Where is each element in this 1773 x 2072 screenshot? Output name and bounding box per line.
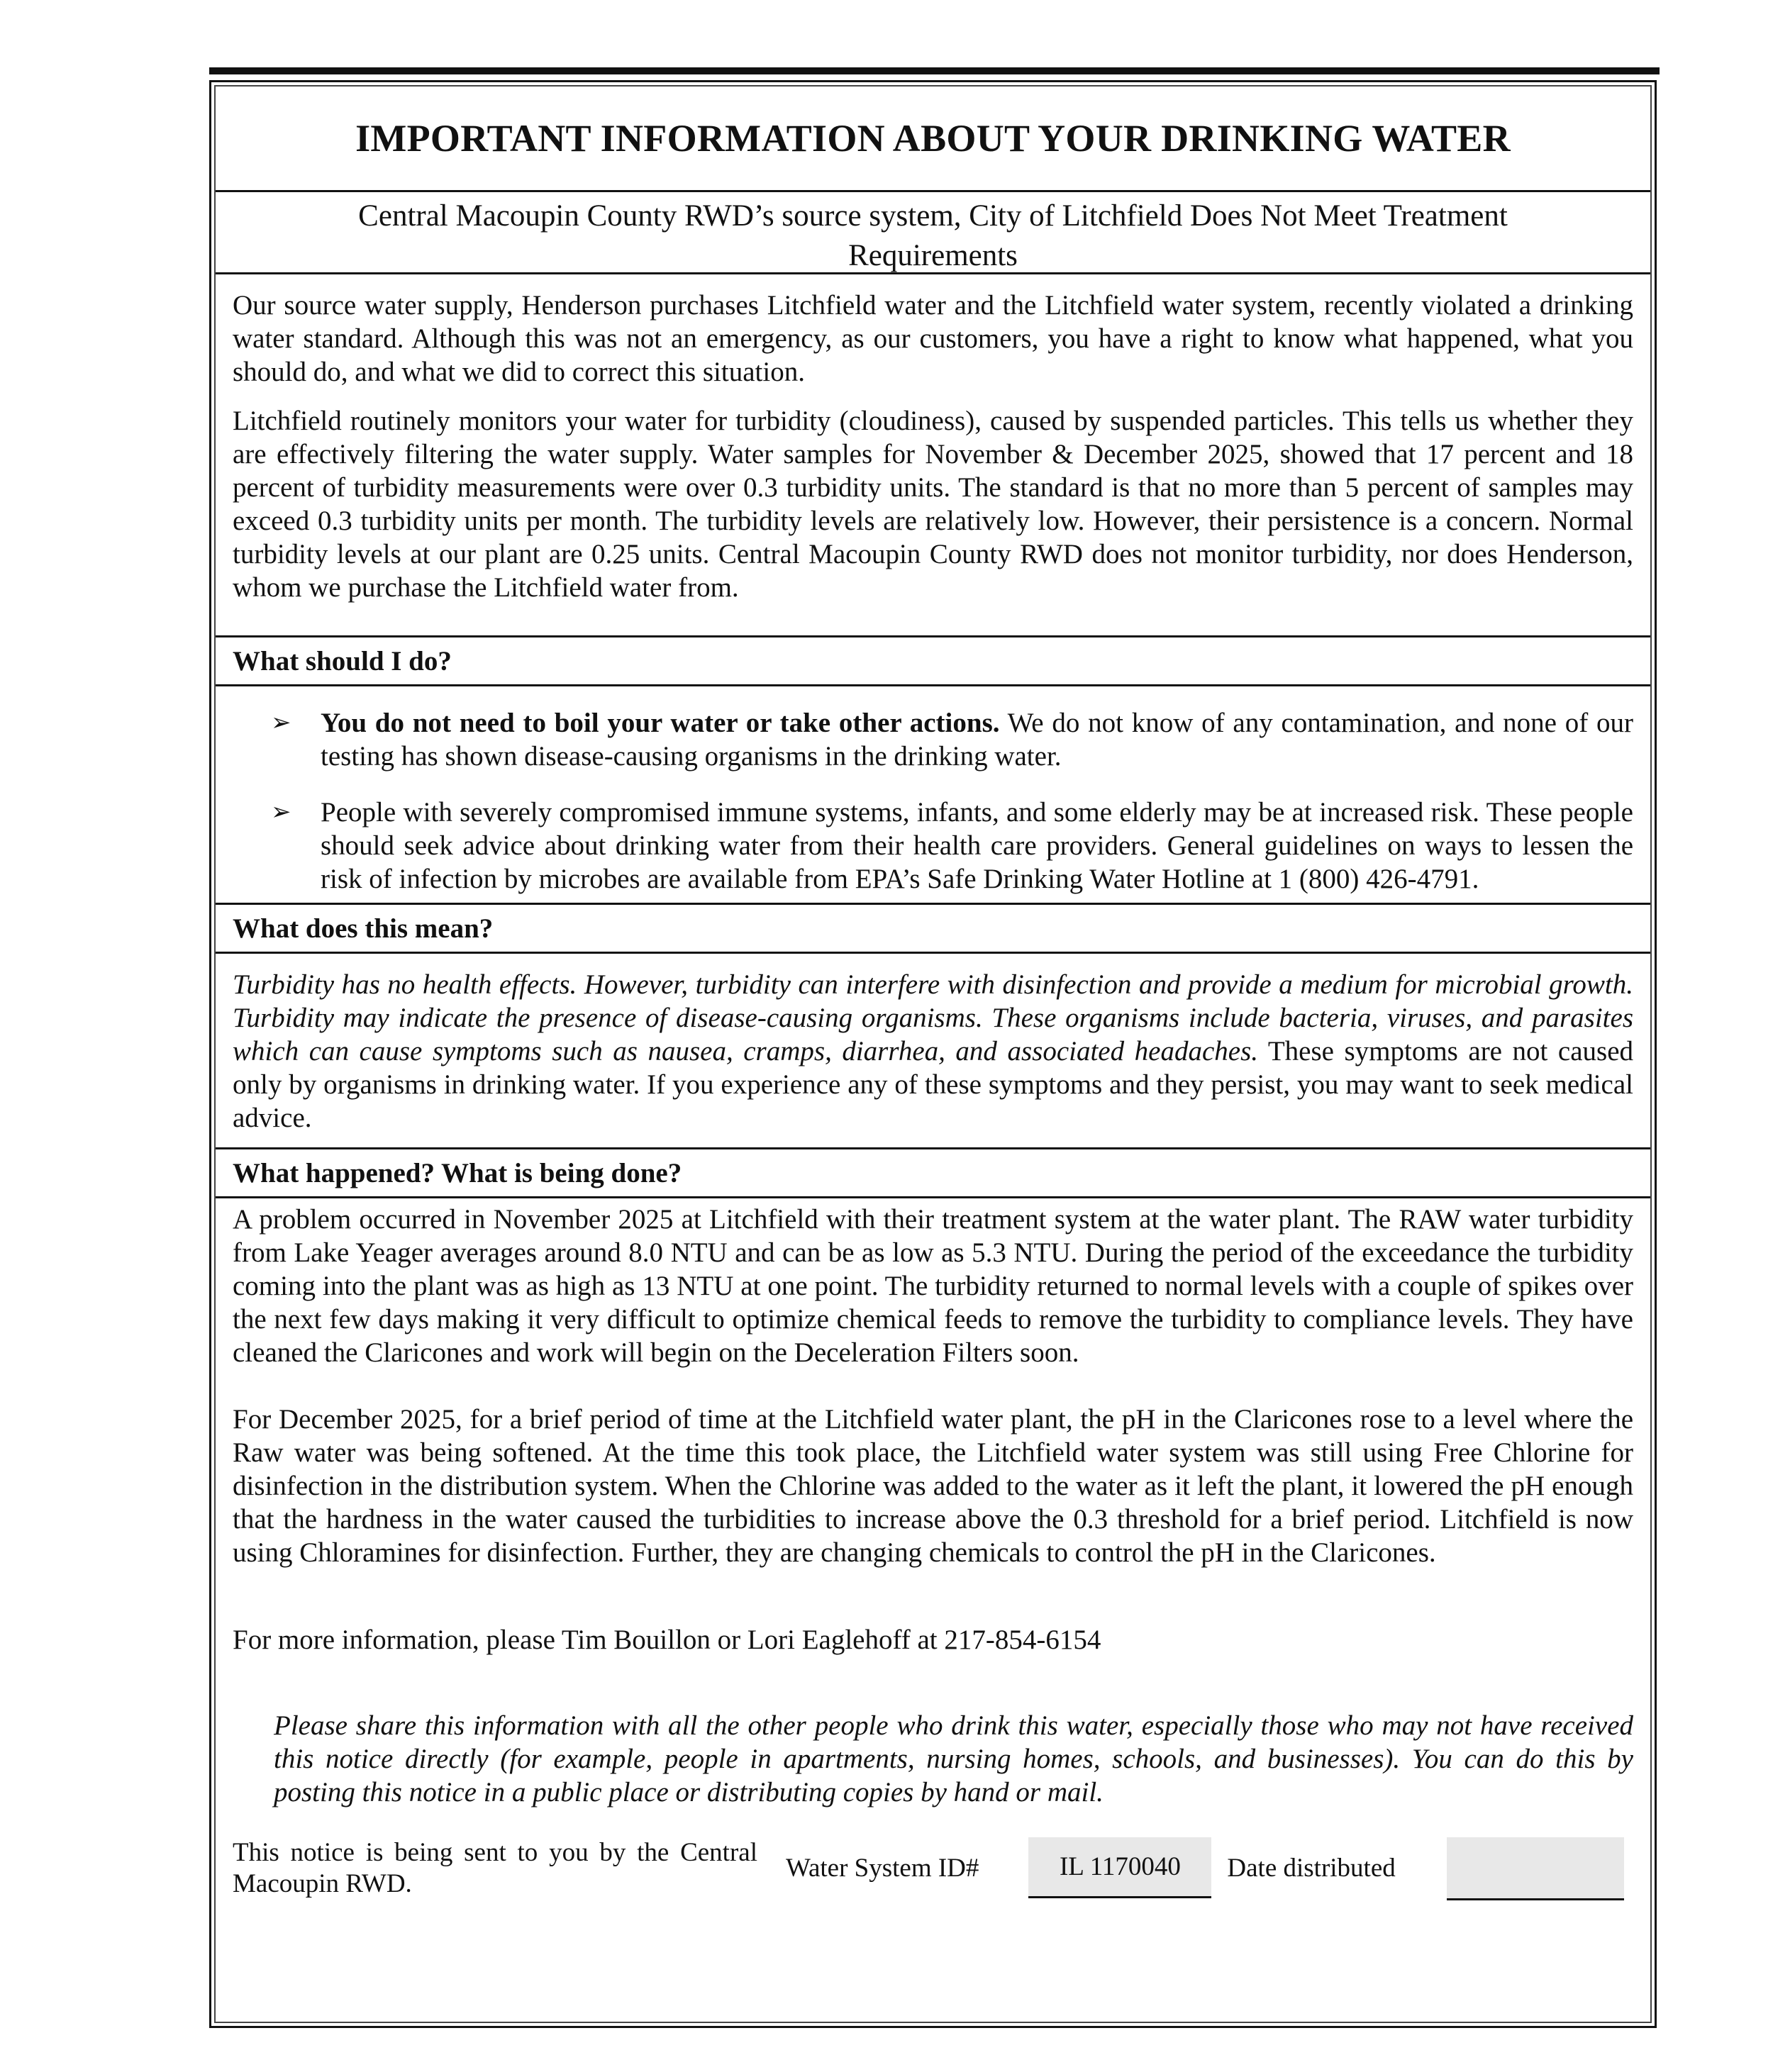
what-should-header: What should I do? — [216, 635, 1650, 686]
subtitle-line-2: Requirements — [848, 239, 1018, 272]
what-should-list — [216, 686, 1650, 903]
notice-frame — [209, 80, 1657, 2028]
notice-title: IMPORTANT INFORMATION ABOUT YOUR DRINKING WATER — [216, 87, 1650, 192]
notice-footer — [216, 1837, 1650, 1900]
what-happened-header: What happened? What is being done? — [216, 1147, 1650, 1198]
bullet-2-text: People with severely compromised immune systems, infants, and some elderly may be at increased risk. These people should seek advice about drinking water from their health care providers. General guidelines on ways to lessen the risk of infection by microbes are available from EPA’s Safe Drinking Water Hotline at 1 (800) 426-4791. — [321, 797, 1633, 894]
share-notice: Please share this information with all the other people who drink this water, especially those who may not have received this notice directly (for example, people in apartments, nursing homes, schools, and businesses). You can do this by posting this notice in a public place or distributing copies by hand or mail. — [274, 1710, 1633, 1808]
top-rule — [209, 67, 1660, 74]
list-item — [265, 796, 1633, 896]
intro-section — [216, 274, 1650, 635]
what-mean-section — [216, 954, 1650, 1147]
arrow-bullet-icon: ➢ — [271, 710, 291, 736]
date-distributed-field[interactable] — [1447, 1837, 1624, 1900]
what-happened-paragraph-1: A problem occurred in November 2025 at Litchfield with their treatment system at the water plant. The RAW water turbidity from Lake Yeager averages around 8.0 NTU and can be as low as 5.3 NTU. During the period of the exceedance the turbidity coming into the plant was as high as 13 NTU at one point. The turbidity returned to normal levels with a couple of spikes over the next few days making it very difficult to optimize chemical feeds to remove the turbidity to compliance levels. They have cleaned the Claricones and work will begin on the Deceleration Filters soon. — [233, 1204, 1633, 1368]
what-mean-header: What does this mean? — [216, 903, 1650, 954]
bullet-1-text: We do not know of any contamination, and none of our testing has shown disease-causing organisms in the drinking water. — [321, 708, 1633, 772]
list-item — [265, 706, 1633, 773]
system-id-field — [1028, 1837, 1211, 1898]
what-mean-plain: These symptoms are not caused only by organisms in drinking water. If you experience any of these symptoms and they persist, you may want to seek medical advice. — [233, 1036, 1633, 1133]
notice-subtitle — [216, 192, 1650, 274]
arrow-bullet-icon: ➢ — [271, 799, 291, 825]
date-distributed-label: Date distributed — [1227, 1854, 1396, 1883]
contact-line: For more information, please Tim Bouillon or Lori Eaglehoff at 217-854-6154 — [233, 1625, 1101, 1655]
system-id-value: IL 1170040 — [1059, 1851, 1181, 1881]
sent-by-text: This notice is being sent to you by the Central Macoupin RWD. — [233, 1838, 757, 1898]
intro-paragraph-2: Litchfield routinely monitors your water for turbidity (cloudiness), caused by suspended particles. This tells us whether they are effectively filtering the water supply. Water samples for November & December 2025, showed that 17 percent and 18 percent of turbidity measurements were over 0.3 turbidity units. The standard is that no more than 5 percent of samples may exceed 0.3 turbidity units per month. The turbidity levels are relatively low. However, their persistence is a concern. Normal turbidity levels at our plant are 0.25 units. Central Macoupin County RWD does not monitor turbidity, nor does Henderson, whom we purchase the Litchfield water from. — [233, 406, 1633, 603]
what-mean-italic: Turbidity has no health effects. However, turbidity can interfere with disinfection and provide a medium for microbial growth. Turbidity may indicate the presence of disease-causing organisms. These organisms include bacteria, viruses, and parasites which can cause symptoms such as nausea, cramps, diarrhea, and associated headaches. — [233, 969, 1633, 1066]
what-happened-paragraph-2: For December 2025, for a brief period of time at the Litchfield water plant, the pH in the Claricones rose to a level where the Raw water was being softened. At the time this took place, the Litchfield water system was still using Free Chlorine for disinfection in the distribution system. When the Chlorine was added to the water as it left the plant, it lowered the pH enough that the hardness in the water caused the turbidities to increase above the 0.3 threshold for a brief period. Litchfield is now using Chloramines for disinfection. Further, they are changing chemicals to control the pH in the Claricones. — [233, 1404, 1633, 1568]
intro-paragraph-1: Our source water supply, Henderson purchases Litchfield water and the Litchfield water system, recently violated a drinking water standard. Although this was not an emergency, as our customers, you have a right to know what happened, what you should do, and what we did to correct this situation. — [233, 290, 1633, 387]
bullet-1-bold: You do not need to boil your water or take other actions. — [321, 708, 1000, 738]
subtitle-line-1: Central Macoupin County RWD’s source system, City of Litchfield Does Not Meet Treatment — [358, 199, 1508, 233]
what-happened-section — [216, 1198, 1650, 1669]
system-id-label: Water System ID# — [786, 1854, 979, 1883]
notice-inner — [214, 85, 1652, 2023]
